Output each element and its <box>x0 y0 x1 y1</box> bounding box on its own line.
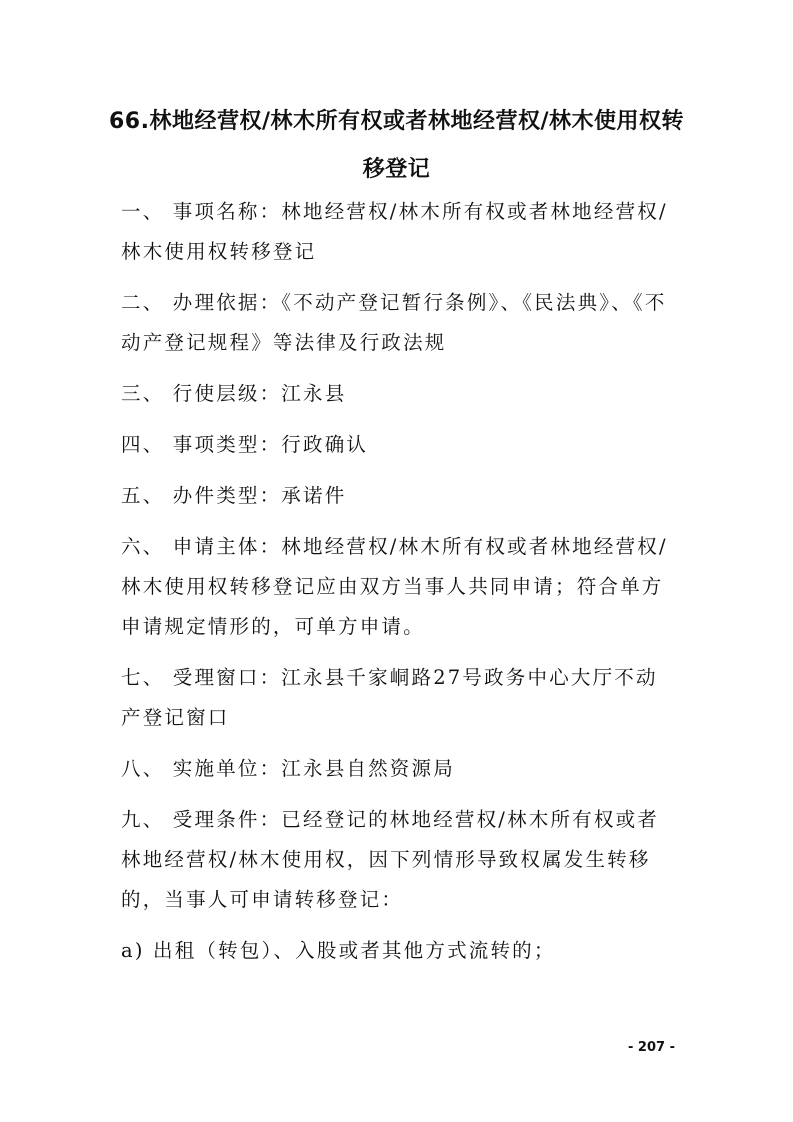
document-body <box>121 192 677 982</box>
paragraph-legal-basis: 二、 办理依据：《不动产登记暂行条例》、《民法典》、《不动产登记规程》等法律及行政法规 <box>121 291 667 354</box>
paragraph-condition-a: a) 出租（转包）、入股或者其他方式流转的； <box>121 939 556 962</box>
paragraph-implementing-unit: 八、 实施单位：江永县自然资源局 <box>121 757 455 780</box>
document-title: 66.林地经营权/林木所有权或者林地经营权/林木使用权转移登记 <box>108 109 685 182</box>
paragraph-item-type: 四、 事项类型：行政确认 <box>121 433 369 456</box>
paragraph-acceptance-window: 七、 受理窗口：江永县千家峒路27号政务中心大厅不动产登记窗口 <box>121 666 658 729</box>
paragraph-applicant: 六、 申请主体：林地经营权/林木所有权或者林地经营权/林木使用权转移登记应由双方当事人共同申请；符合单方申请规定情形的，可单方申请。 <box>121 535 668 638</box>
paragraph-acceptance-conditions: 九、 受理条件：已经登记的林地经营权/林木所有权或者林地经营权/林木使用权，因下列情形导致权属发生转移的，当事人可申请转移登记： <box>121 808 659 911</box>
paragraph-item-name: 一、 事项名称：林地经营权/林木所有权或者林地经营权/林木使用权转移登记 <box>121 200 668 263</box>
page-number: - 207 - <box>628 1040 675 1055</box>
paragraph-exercise-level: 三、 行使层级：江永县 <box>121 382 347 405</box>
paragraph-case-type: 五、 办件类型：承诺件 <box>121 484 347 507</box>
